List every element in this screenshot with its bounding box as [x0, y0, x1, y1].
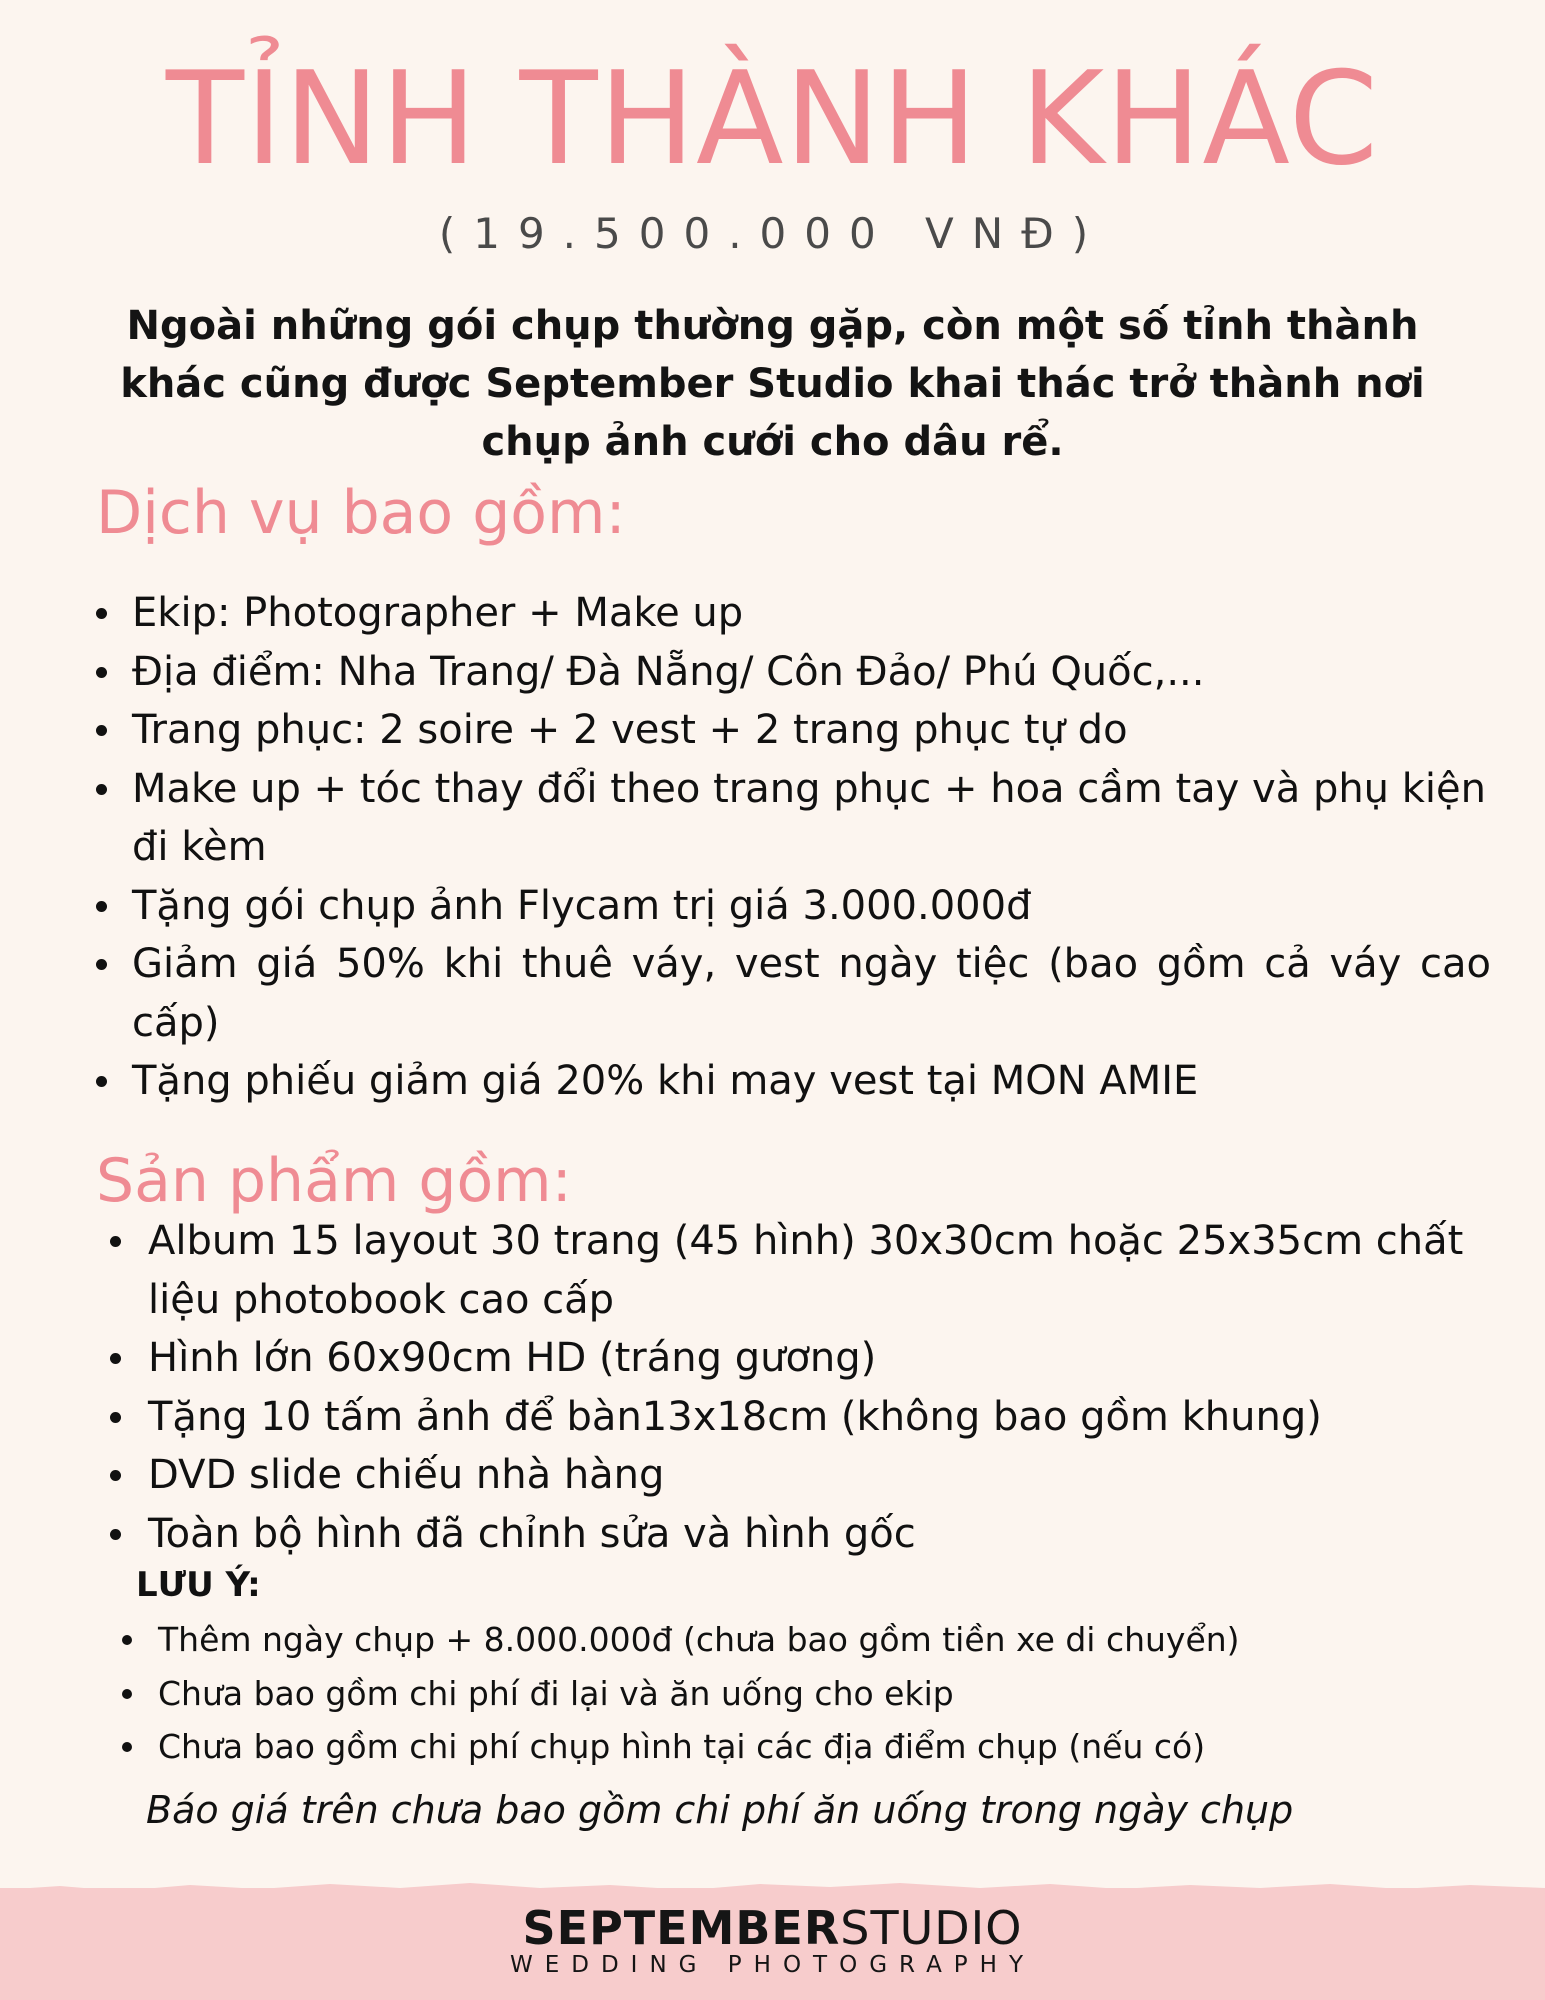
logo-tagline: WEDDING PHOTOGRAPHY	[509, 1952, 1036, 1978]
package-price: (19.500.000 VNĐ)	[438, 209, 1107, 258]
logo-main-light: STUDIO	[840, 1901, 1023, 1955]
list-item: Tặng gói chụp ảnh Flycam trị giá 3.000.000đ	[96, 877, 1491, 936]
logo-wordmark	[0, 1902, 1545, 1954]
products-list	[108, 1212, 1508, 1563]
list-item: Make up + tóc thay đổi theo trang phục + hoa cầm tay và phụ kiện đi kèm	[96, 760, 1491, 877]
list-item: Toàn bộ hình đã chỉnh sửa và hình gốc	[108, 1505, 1508, 1564]
list-item: Giảm giá 50% khi thuê váy, vest ngày tiệc (bao gồm cả váy cao cấp)	[96, 935, 1491, 1052]
list-item: DVD slide chiếu nhà hàng	[108, 1446, 1508, 1505]
list-item: Hình lớn 60x90cm HD (tráng gương)	[108, 1329, 1508, 1388]
list-item: Trang phục: 2 soire + 2 vest + 2 trang phục tự do	[96, 701, 1491, 760]
services-list	[96, 584, 1491, 1111]
services-heading: Dịch vụ bao gồm:	[96, 478, 626, 548]
intro-paragraph: Ngoài những gói chụp thường gặp, còn một số tỉnh thành khác cũng được September Studio khai thác trở thành nơi chụp ảnh cưới cho dâu rể.	[120, 303, 1425, 465]
logo-main-bold: SEPTEMBER	[522, 1901, 841, 1955]
list-item: Tặng 10 tấm ảnh để bàn13x18cm (không bao gồm khung)	[108, 1388, 1508, 1447]
list-item: Ekip: Photographer + Make up	[96, 584, 1491, 643]
notes-list	[122, 1613, 1502, 1774]
list-item: Album 15 layout 30 trang (45 hình) 30x30cm hoặc 25x35cm chất liệu photobook cao cấp	[108, 1212, 1508, 1329]
brand-logo	[0, 1902, 1545, 1978]
page-title: TỈNH THÀNH KHÁC	[165, 45, 1380, 194]
list-item: Thêm ngày chụp + 8.000.000đ (chưa bao gồm tiền xe di chuyển)	[122, 1613, 1502, 1667]
notes-heading: LƯU Ý:	[136, 1565, 261, 1605]
list-item: Chưa bao gồm chi phí chụp hình tại các địa điểm chụp (nếu có)	[122, 1720, 1502, 1774]
list-item: Địa điểm: Nha Trang/ Đà Nẵng/ Côn Đảo/ Phú Quốc,...	[96, 643, 1491, 702]
price-disclaimer: Báo giá trên chưa bao gồm chi phí ăn uống trong ngày chụp	[146, 1788, 1294, 1832]
list-item: Chưa bao gồm chi phí đi lại và ăn uống cho ekip	[122, 1667, 1502, 1721]
products-heading: Sản phẩm gồm:	[96, 1146, 572, 1216]
list-item: Tặng phiếu giảm giá 20% khi may vest tại MON AMIE	[96, 1052, 1491, 1111]
brush-edge-decoration	[0, 1876, 1545, 1900]
